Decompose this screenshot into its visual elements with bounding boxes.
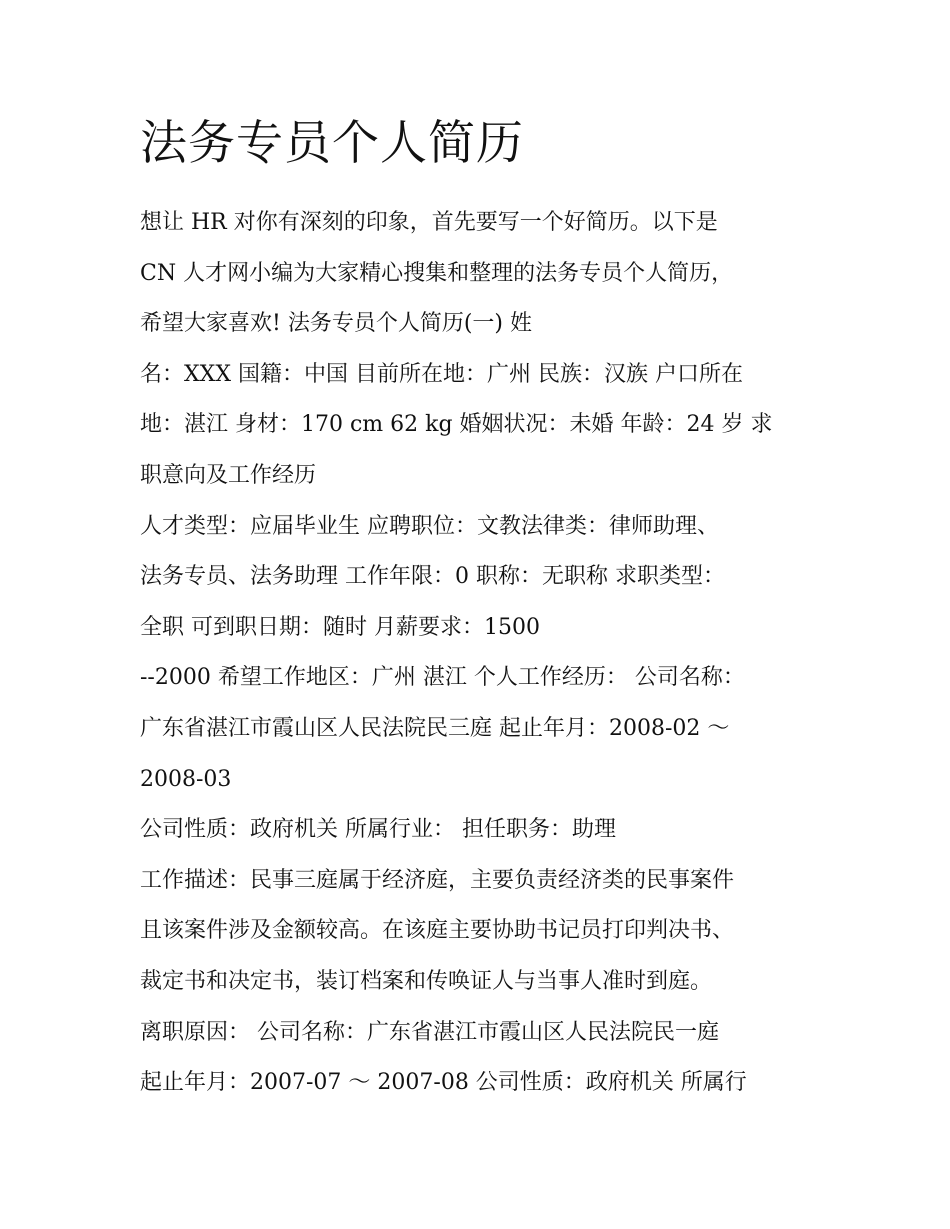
body-line: 起止年月：2007-07 ～ 2007-08 公司性质：政府机关 所属行 xyxy=(140,1070,747,1096)
body-line: 公司性质：政府机关 所属行业： 担任职务：助理 xyxy=(140,817,616,843)
body-line: 2008-03 xyxy=(140,766,232,792)
body-line: 且该案件涉及金额较高。在该庭主要协助书记员打印判决书、 xyxy=(140,918,735,944)
body-line: 职意向及工作经历 xyxy=(140,462,317,488)
body-line: CN 人才网小编为大家精心搜集和整理的法务专员个人简历， xyxy=(140,260,734,286)
body-line: --2000 希望工作地区：广州 湛江 个人工作经历： 公司名称： xyxy=(140,665,745,691)
body-line: 离职原因： 公司名称：广东省湛江市霞山区人民法院民一庭 xyxy=(140,1019,719,1045)
body-line: 法务专员、法务助理 工作年限：0 职称：无职称 求职类型： xyxy=(140,564,725,590)
body-line: 想让 HR 对你有深刻的印象，首先要写一个好简历。以下是 xyxy=(140,210,718,235)
body-line: 裁定书和决定书，装订档案和传唤证人与当事人准时到庭。 xyxy=(140,968,713,994)
document-title: 法务专员个人简历 xyxy=(140,116,524,171)
body-line: 工作描述：民事三庭属于经济庭，主要负责经济类的民事案件 xyxy=(140,867,735,893)
body-line: 广东省湛江市霞山区人民法院民三庭 起止年月：2008-02 ～ xyxy=(140,715,730,741)
document-body xyxy=(140,198,840,1109)
body-line: 全职 可到职日期：随时 月薪要求：1500 xyxy=(140,614,540,640)
body-line: 人才类型：应届毕业生 应聘职位：文教法律类：律师助理、 xyxy=(140,513,719,539)
body-line: 地：湛江 身材：170 cm 62 kg 婚姻状况：未婚 年龄：24 岁 求 xyxy=(140,412,773,438)
body-line: 名：XXX 国籍：中国 目前所在地：广州 民族：汉族 户口所在 xyxy=(140,361,743,387)
body-line: 希望大家喜欢! 法务专员个人简历(一) 姓 xyxy=(140,311,532,337)
